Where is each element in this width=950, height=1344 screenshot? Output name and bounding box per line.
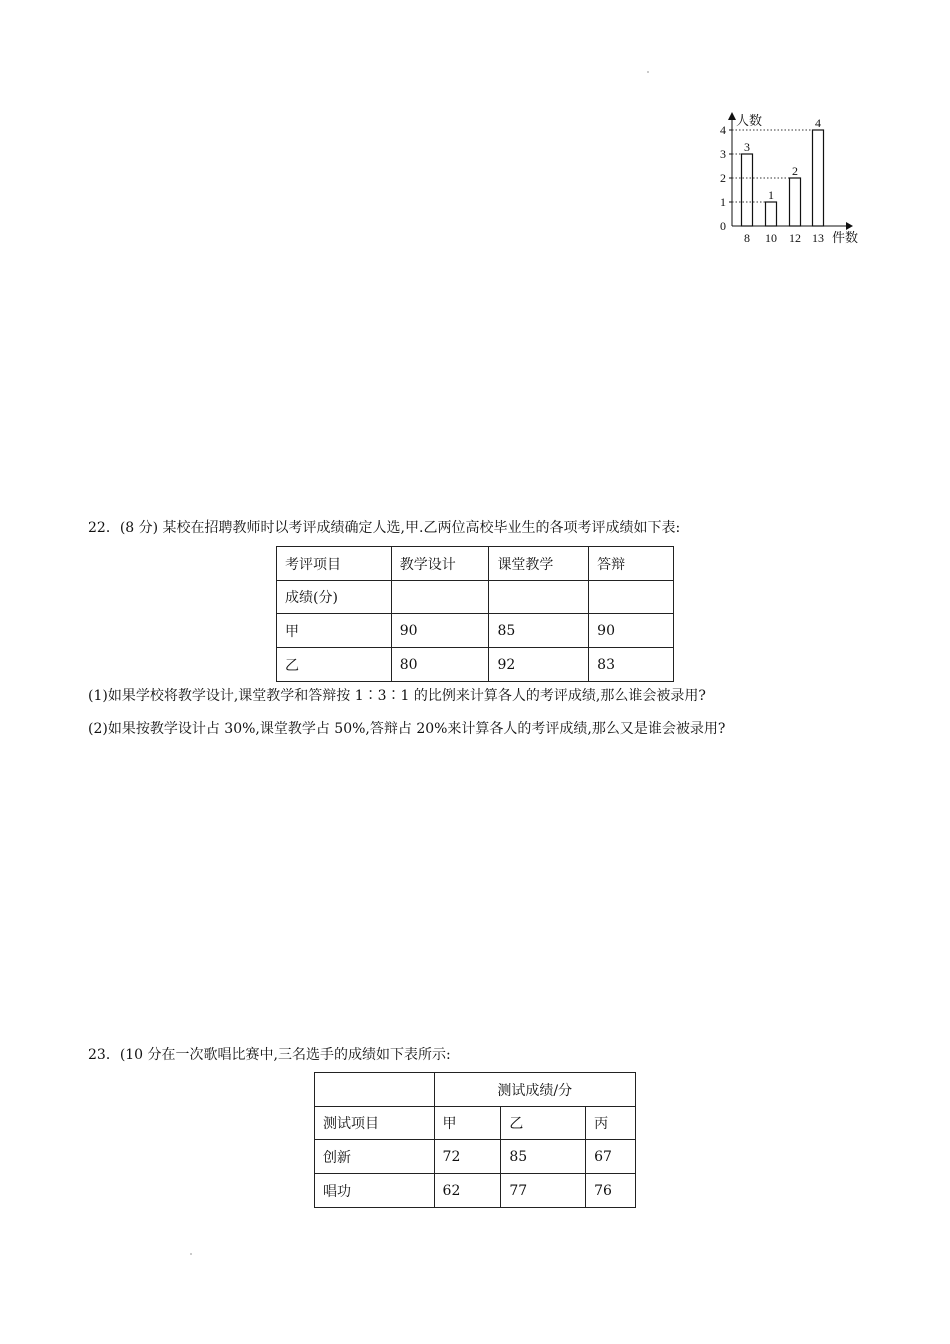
question-22-title: 22．(8 分) 某校在招聘教师时以考评成绩确定人选,甲.乙两位高校毕业生的各项考评成绩如下表: <box>88 520 681 536</box>
table-row <box>277 648 674 682</box>
data-label: 4 <box>815 116 821 130</box>
table-row <box>315 1174 636 1208</box>
table-cell: 乙 <box>277 648 392 682</box>
table-cell: 90 <box>391 614 489 648</box>
data-label: 1 <box>768 188 774 202</box>
table-cell: 成绩(分) <box>277 581 392 614</box>
table-cell <box>391 581 489 614</box>
table-row <box>277 614 674 648</box>
table-row <box>277 581 674 614</box>
table-cell: 90 <box>589 614 674 648</box>
table-cell: 92 <box>489 648 589 682</box>
table-header-cell: 丙 <box>586 1107 636 1140</box>
table-header-row <box>315 1073 636 1107</box>
y-tick-label: 2 <box>720 171 726 185</box>
table-cell <box>589 581 674 614</box>
table-header-cell: 测试项目 <box>315 1107 435 1140</box>
x-tick-label: 13 <box>812 231 824 245</box>
table-header-row <box>315 1107 636 1140</box>
scan-dot <box>190 1253 192 1255</box>
table-cell: 77 <box>501 1174 586 1208</box>
y-axis-label: 人数 <box>736 113 763 128</box>
scan-dot <box>647 71 649 73</box>
bar <box>813 130 824 226</box>
table-cell: 唱功 <box>315 1174 435 1208</box>
x-axis-arrow <box>846 222 853 230</box>
table-header-cell: 答辩 <box>589 547 674 581</box>
bar <box>790 178 801 226</box>
table-header-row <box>277 547 674 581</box>
x-tick-label: 8 <box>744 231 750 245</box>
y-tick-label: 3 <box>720 147 726 161</box>
table-cell: 创新 <box>315 1140 435 1174</box>
table-cell: 85 <box>501 1140 586 1174</box>
table-cell: 72 <box>434 1140 501 1174</box>
data-label: 2 <box>792 164 798 178</box>
q22-score-table <box>276 546 674 682</box>
table-cell: 83 <box>589 648 674 682</box>
y-tick-label: 0 <box>720 219 726 233</box>
table-cell: 62 <box>434 1174 501 1208</box>
table-cell: 85 <box>489 614 589 648</box>
table-header-cell: 教学设计 <box>391 547 489 581</box>
table-row <box>315 1140 636 1174</box>
table-cell: 80 <box>391 648 489 682</box>
y-tick-label: 4 <box>720 123 726 137</box>
question-22-part-2: (2)如果按教学设计占 30%,课堂教学占 50%,答辩占 20%来计算各人的考评成绩,那么又是谁会被录用? <box>88 721 726 737</box>
x-tick-label: 12 <box>789 231 801 245</box>
bar <box>766 202 777 226</box>
table-header-cell: 课堂教学 <box>489 547 589 581</box>
bar <box>742 154 753 226</box>
y-axis-arrow <box>728 112 736 120</box>
q23-score-table <box>314 1072 636 1208</box>
question-23-title: 23．(10 分在一次歌唱比赛中,三名选手的成绩如下表所示: <box>88 1047 451 1063</box>
table-header-cell: 考评项目 <box>277 547 392 581</box>
data-label: 3 <box>744 140 750 154</box>
table-group-header: 测试成绩/分 <box>434 1073 635 1107</box>
table-cell: 76 <box>586 1174 636 1208</box>
x-tick-label: 10 <box>765 231 777 245</box>
table-cell: 67 <box>586 1140 636 1174</box>
y-tick-label: 1 <box>720 195 726 209</box>
table-header-cell <box>315 1073 435 1107</box>
x-axis-label: 件数 <box>832 230 859 245</box>
table-cell <box>489 581 589 614</box>
question-22-part-1: (1)如果学校将教学设计,课堂教学和答辩按 1∶3∶1 的比例来计算各人的考评成绩,那么谁会被录用? <box>88 688 706 704</box>
table-header-cell: 乙 <box>501 1107 586 1140</box>
table-cell: 甲 <box>277 614 392 648</box>
bar-chart <box>708 108 878 250</box>
table-header-cell: 甲 <box>434 1107 501 1140</box>
